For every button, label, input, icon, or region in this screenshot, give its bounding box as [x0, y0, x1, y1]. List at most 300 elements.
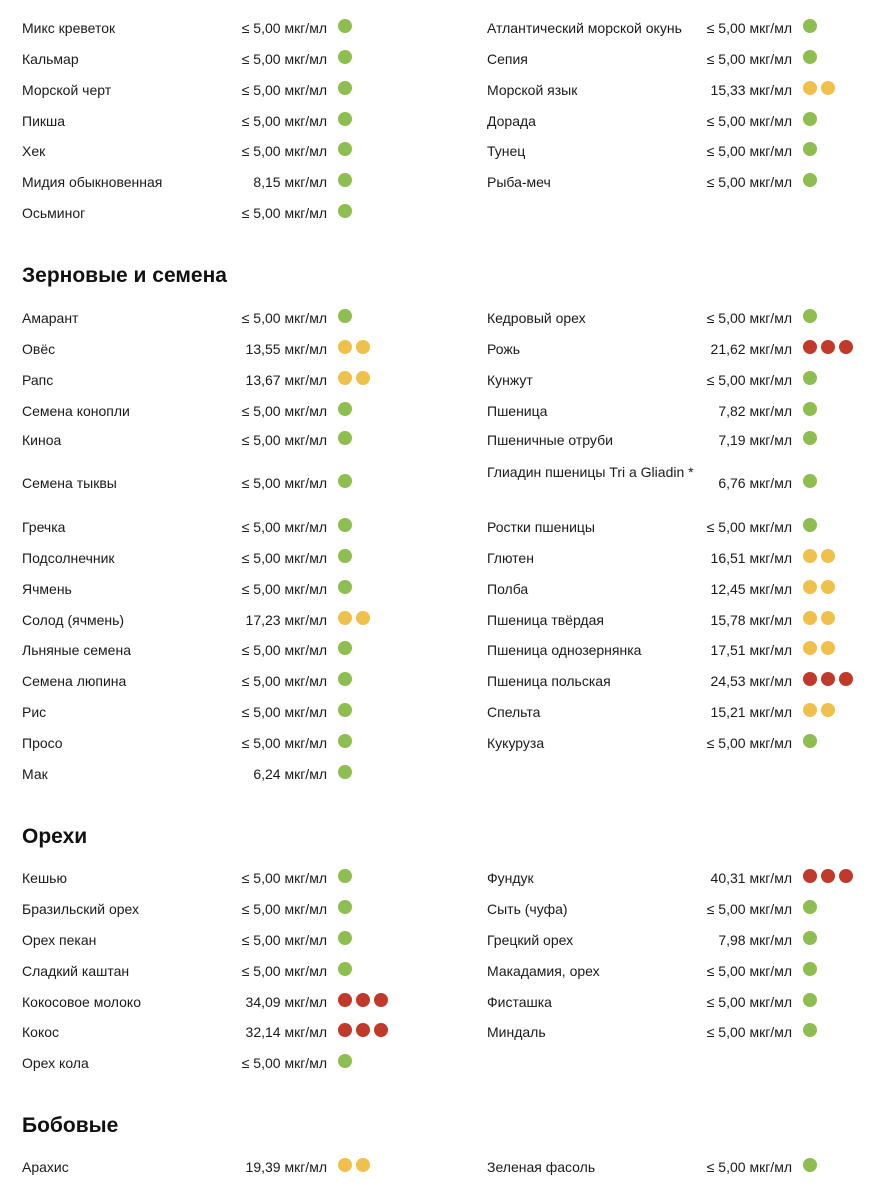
result-row — [22, 610, 422, 640]
yellow-dot-icon — [338, 1158, 352, 1172]
section-title-nuts: Орехи — [22, 825, 88, 848]
level-indicator — [338, 173, 352, 187]
red-dot-icon — [839, 869, 853, 883]
result-row — [22, 18, 422, 48]
result-row — [487, 308, 869, 338]
allergen-value: 40,31 мкг/мл — [710, 870, 792, 886]
green-dot-icon — [338, 142, 352, 156]
result-row — [22, 992, 422, 1022]
result-row — [22, 370, 422, 400]
result-row — [487, 517, 869, 547]
result-row — [22, 930, 422, 960]
allergen-value: ≤ 5,00 мкг/мл — [241, 901, 327, 917]
level-indicator — [803, 431, 817, 445]
level-indicator — [338, 431, 352, 445]
result-row — [22, 961, 422, 991]
level-indicator — [338, 580, 352, 594]
allergen-value: ≤ 5,00 мкг/мл — [241, 519, 327, 535]
green-dot-icon — [338, 19, 352, 33]
result-row — [22, 401, 422, 431]
level-indicator — [803, 518, 817, 532]
allergen-value: ≤ 5,00 мкг/мл — [706, 143, 792, 159]
red-dot-icon — [821, 340, 835, 354]
allergen-value: ≤ 5,00 мкг/мл — [241, 932, 327, 948]
green-dot-icon — [338, 580, 352, 594]
allergen-name: Полба — [487, 581, 529, 597]
green-dot-icon — [803, 431, 817, 445]
allergen-name: Рапс — [22, 372, 54, 388]
green-dot-icon — [803, 371, 817, 385]
allergen-value: ≤ 5,00 мкг/мл — [241, 475, 327, 491]
allergen-value: ≤ 5,00 мкг/мл — [241, 550, 327, 566]
green-dot-icon — [338, 402, 352, 416]
result-row — [487, 1022, 869, 1052]
allergen-value: 32,14 мкг/мл — [245, 1024, 327, 1040]
allergen-name: Киноа — [22, 432, 62, 448]
red-dot-icon — [338, 993, 352, 1007]
result-row — [487, 548, 869, 578]
allergen-value: ≤ 5,00 мкг/мл — [706, 994, 792, 1010]
allergen-name: Пшеница польская — [487, 673, 611, 689]
yellow-dot-icon — [803, 549, 817, 563]
yellow-dot-icon — [356, 340, 370, 354]
result-row — [487, 610, 869, 640]
yellow-dot-icon — [821, 611, 835, 625]
result-row — [22, 141, 422, 171]
allergen-value: ≤ 5,00 мкг/мл — [241, 82, 327, 98]
level-indicator — [338, 900, 352, 914]
result-row — [22, 640, 422, 670]
allergen-name: Солод (ячмень) — [22, 612, 125, 628]
yellow-dot-icon — [356, 1158, 370, 1172]
allergen-value: ≤ 5,00 мкг/мл — [241, 20, 327, 36]
level-indicator — [338, 703, 352, 717]
result-row — [487, 430, 869, 460]
red-dot-icon — [338, 1023, 352, 1037]
allergen-value: ≤ 5,00 мкг/мл — [241, 673, 327, 689]
result-row — [487, 702, 869, 732]
allergen-name: Кешью — [22, 870, 67, 886]
allergen-value: 6,24 мкг/мл — [253, 766, 327, 782]
yellow-dot-icon — [803, 641, 817, 655]
yellow-dot-icon — [803, 703, 817, 717]
green-dot-icon — [803, 962, 817, 976]
level-indicator — [338, 19, 352, 33]
level-indicator — [803, 173, 817, 187]
level-indicator — [803, 309, 817, 323]
allergen-value: 16,51 мкг/мл — [710, 550, 792, 566]
yellow-dot-icon — [356, 611, 370, 625]
result-row — [22, 868, 422, 898]
allergen-value: ≤ 5,00 мкг/мл — [241, 963, 327, 979]
level-indicator — [338, 204, 352, 218]
allergen-value: ≤ 5,00 мкг/мл — [241, 1055, 327, 1071]
allergen-name: Зеленая фасоль — [487, 1159, 596, 1175]
allergen-value: 7,98 мкг/мл — [718, 932, 792, 948]
result-row — [22, 49, 422, 79]
allergen-name: Орех кола — [22, 1055, 89, 1071]
level-indicator — [338, 50, 352, 64]
result-row — [487, 899, 869, 929]
allergen-name: Пикша — [22, 113, 66, 129]
allergen-value: 6,76 мкг/мл — [718, 475, 792, 491]
green-dot-icon — [803, 900, 817, 914]
green-dot-icon — [338, 81, 352, 95]
level-indicator — [338, 611, 370, 625]
allergen-value: ≤ 5,00 мкг/мл — [241, 704, 327, 720]
allergen-name: Семена люпина — [22, 673, 127, 689]
allergen-value: ≤ 5,00 мкг/мл — [241, 205, 327, 221]
allergen-value: 19,39 мкг/мл — [245, 1159, 327, 1175]
allergen-value: ≤ 5,00 мкг/мл — [241, 310, 327, 326]
green-dot-icon — [338, 1054, 352, 1068]
level-indicator — [803, 962, 817, 976]
allergen-name: Кукуруза — [487, 735, 545, 751]
section-title-legumes: Бобовые — [22, 1114, 119, 1137]
red-dot-icon — [803, 869, 817, 883]
result-row — [487, 172, 869, 202]
level-indicator — [338, 765, 352, 779]
result-row — [22, 308, 422, 338]
allergen-value: ≤ 5,00 мкг/мл — [241, 581, 327, 597]
allergen-name: Кунжут — [487, 372, 533, 388]
green-dot-icon — [338, 549, 352, 563]
green-dot-icon — [803, 19, 817, 33]
result-row — [487, 141, 869, 171]
green-dot-icon — [803, 142, 817, 156]
allergen-value: ≤ 5,00 мкг/мл — [241, 870, 327, 886]
allergen-value: ≤ 5,00 мкг/мл — [706, 372, 792, 388]
level-indicator — [338, 993, 388, 1007]
result-row — [487, 111, 869, 141]
green-dot-icon — [338, 931, 352, 945]
yellow-dot-icon — [821, 549, 835, 563]
level-indicator — [803, 869, 853, 883]
result-row — [22, 80, 422, 110]
allergen-value: 24,53 мкг/мл — [710, 673, 792, 689]
allergen-value: ≤ 5,00 мкг/мл — [706, 901, 792, 917]
level-indicator — [338, 371, 370, 385]
result-row — [22, 473, 422, 503]
green-dot-icon — [803, 50, 817, 64]
level-indicator — [803, 1158, 817, 1172]
red-dot-icon — [821, 672, 835, 686]
result-row — [22, 517, 422, 547]
allergen-name: Дорада — [487, 113, 536, 129]
level-indicator — [338, 1158, 370, 1172]
green-dot-icon — [338, 173, 352, 187]
result-row — [22, 548, 422, 578]
red-dot-icon — [803, 340, 817, 354]
level-indicator — [338, 962, 352, 976]
result-row — [487, 370, 869, 400]
level-indicator — [338, 474, 352, 488]
level-indicator — [338, 402, 352, 416]
level-indicator — [803, 993, 817, 1007]
red-dot-icon — [839, 672, 853, 686]
level-indicator — [803, 402, 817, 416]
red-dot-icon — [356, 1023, 370, 1037]
result-row — [487, 401, 869, 431]
allergen-name: Осьминог — [22, 205, 86, 221]
green-dot-icon — [338, 703, 352, 717]
allergen-value: ≤ 5,00 мкг/мл — [706, 519, 792, 535]
green-dot-icon — [803, 474, 817, 488]
allergen-name: Пшеничные отруби — [487, 432, 613, 448]
allergen-name: Кокос — [22, 1024, 60, 1040]
allergen-name: Морской язык — [487, 82, 578, 98]
allergen-value: ≤ 5,00 мкг/мл — [706, 1159, 792, 1175]
level-indicator — [803, 549, 835, 563]
yellow-dot-icon — [338, 371, 352, 385]
allergen-name: Рис — [22, 704, 47, 720]
allergen-name: Подсолнечник — [22, 550, 115, 566]
allergen-name: Сыть (чуфа) — [487, 901, 568, 917]
result-row — [487, 961, 869, 991]
level-indicator — [338, 869, 352, 883]
yellow-dot-icon — [338, 611, 352, 625]
allergen-value: ≤ 5,00 мкг/мл — [706, 735, 792, 751]
allergen-name: Кальмар — [22, 51, 79, 67]
green-dot-icon — [338, 734, 352, 748]
level-indicator — [803, 142, 817, 156]
allergen-value: ≤ 5,00 мкг/мл — [241, 403, 327, 419]
result-row — [487, 992, 869, 1022]
allergen-name: Рожь — [487, 341, 521, 357]
result-row — [22, 339, 422, 369]
allergen-name: Овёс — [22, 341, 56, 357]
allergen-value: 15,21 мкг/мл — [710, 704, 792, 720]
allergen-name: Орех пекан — [22, 932, 97, 948]
level-indicator — [338, 1054, 352, 1068]
result-row — [22, 764, 422, 794]
allergen-name: Амарант — [22, 310, 79, 326]
green-dot-icon — [803, 518, 817, 532]
yellow-dot-icon — [821, 703, 835, 717]
green-dot-icon — [803, 734, 817, 748]
allergen-value: 15,78 мкг/мл — [710, 612, 792, 628]
allergen-name: Макадамия, орех — [487, 963, 600, 979]
allergen-name: Ростки пшеницы — [487, 519, 595, 535]
allergen-name: Миндаль — [487, 1024, 546, 1040]
yellow-dot-icon — [803, 580, 817, 594]
level-indicator — [803, 734, 817, 748]
red-dot-icon — [839, 340, 853, 354]
allergen-name: Кокосовое молоко — [22, 994, 141, 1010]
yellow-dot-icon — [821, 580, 835, 594]
green-dot-icon — [803, 112, 817, 126]
level-indicator — [803, 672, 853, 686]
yellow-dot-icon — [356, 371, 370, 385]
allergen-value: ≤ 5,00 мкг/мл — [706, 1024, 792, 1040]
green-dot-icon — [803, 931, 817, 945]
result-row — [487, 1157, 869, 1187]
allergen-name: Кедровый орех — [487, 310, 586, 326]
result-row — [22, 579, 422, 609]
allergen-name: Просо — [22, 735, 63, 751]
green-dot-icon — [338, 900, 352, 914]
allergen-name: Глиадин пшеницы Tri a Gliadin * — [487, 464, 694, 480]
level-indicator — [338, 641, 352, 655]
result-row — [22, 203, 422, 233]
green-dot-icon — [338, 431, 352, 445]
level-indicator — [803, 340, 853, 354]
level-indicator — [803, 900, 817, 914]
allergen-value: 7,82 мкг/мл — [718, 403, 792, 419]
allergen-name: Бразильский орех — [22, 901, 140, 917]
red-dot-icon — [374, 993, 388, 1007]
allergen-value: 34,09 мкг/мл — [245, 994, 327, 1010]
green-dot-icon — [338, 112, 352, 126]
green-dot-icon — [338, 474, 352, 488]
level-indicator — [803, 19, 817, 33]
allergen-value: ≤ 5,00 мкг/мл — [706, 51, 792, 67]
result-row — [22, 671, 422, 701]
level-indicator — [803, 931, 817, 945]
level-indicator — [338, 518, 352, 532]
green-dot-icon — [803, 309, 817, 323]
result-row — [487, 640, 869, 670]
allergen-value: 15,33 мкг/мл — [710, 82, 792, 98]
level-indicator — [803, 580, 835, 594]
allergen-name: Рыба-меч — [487, 174, 551, 190]
green-dot-icon — [338, 50, 352, 64]
allergen-value: ≤ 5,00 мкг/мл — [706, 113, 792, 129]
allergen-name: Микс креветок — [22, 20, 116, 36]
green-dot-icon — [338, 518, 352, 532]
allergen-value: ≤ 5,00 мкг/мл — [706, 963, 792, 979]
allergen-value: ≤ 5,00 мкг/мл — [241, 113, 327, 129]
allergen-value: 13,55 мкг/мл — [245, 341, 327, 357]
result-row — [487, 930, 869, 960]
allergen-name: Мидия обыкновенная — [22, 174, 163, 190]
section-title-grains: Зерновые и семена — [22, 264, 227, 287]
allergen-name: Семена конопли — [22, 403, 130, 419]
level-indicator — [338, 1023, 388, 1037]
level-indicator — [803, 611, 835, 625]
level-indicator — [338, 81, 352, 95]
result-row — [22, 899, 422, 929]
allergen-value: ≤ 5,00 мкг/мл — [706, 20, 792, 36]
yellow-dot-icon — [338, 340, 352, 354]
level-indicator — [803, 50, 817, 64]
level-indicator — [338, 112, 352, 126]
result-row — [22, 430, 422, 460]
result-row — [487, 579, 869, 609]
result-row — [487, 462, 869, 492]
result-row — [22, 1157, 422, 1187]
result-row — [487, 339, 869, 369]
result-row — [487, 80, 869, 110]
green-dot-icon — [338, 962, 352, 976]
green-dot-icon — [803, 173, 817, 187]
result-row — [22, 702, 422, 732]
allergen-value: ≤ 5,00 мкг/мл — [706, 174, 792, 190]
allergen-value: 13,67 мкг/мл — [245, 372, 327, 388]
result-row — [487, 49, 869, 79]
allergen-name: Хек — [22, 143, 46, 159]
level-indicator — [338, 340, 370, 354]
allergen-value: ≤ 5,00 мкг/мл — [706, 310, 792, 326]
allergen-name: Льняные семена — [22, 642, 131, 658]
level-indicator — [338, 309, 352, 323]
allergen-value: ≤ 5,00 мкг/мл — [241, 642, 327, 658]
allergen-name: Мак — [22, 766, 48, 782]
red-dot-icon — [374, 1023, 388, 1037]
allergen-name: Пшеница однозернянка — [487, 642, 642, 658]
allergen-name: Пшеница твёрдая — [487, 612, 604, 628]
level-indicator — [803, 1023, 817, 1037]
allergen-value: ≤ 5,00 мкг/мл — [241, 51, 327, 67]
allergen-name: Фисташка — [487, 994, 552, 1010]
result-row — [487, 868, 869, 898]
level-indicator — [338, 931, 352, 945]
allergen-name: Пшеница — [487, 403, 548, 419]
green-dot-icon — [803, 1158, 817, 1172]
green-dot-icon — [338, 765, 352, 779]
yellow-dot-icon — [821, 641, 835, 655]
result-row — [22, 733, 422, 763]
green-dot-icon — [803, 1023, 817, 1037]
green-dot-icon — [338, 204, 352, 218]
result-row — [22, 1053, 422, 1083]
red-dot-icon — [356, 993, 370, 1007]
allergen-value: 7,19 мкг/мл — [718, 432, 792, 448]
allergen-value: 21,62 мкг/мл — [710, 341, 792, 357]
allergen-name: Фундук — [487, 870, 534, 886]
level-indicator — [338, 549, 352, 563]
allergen-name: Ячмень — [22, 581, 72, 597]
level-indicator — [803, 81, 835, 95]
result-row — [487, 18, 869, 48]
allergen-name: Арахис — [22, 1159, 69, 1175]
green-dot-icon — [803, 993, 817, 1007]
red-dot-icon — [803, 672, 817, 686]
yellow-dot-icon — [803, 81, 817, 95]
allergen-value: ≤ 5,00 мкг/мл — [241, 432, 327, 448]
allergen-value: ≤ 5,00 мкг/мл — [241, 143, 327, 159]
allergen-name: Семена тыквы — [22, 475, 117, 491]
allergen-name: Гречка — [22, 519, 66, 535]
allergen-value: 17,51 мкг/мл — [710, 642, 792, 658]
level-indicator — [803, 641, 835, 655]
level-indicator — [338, 142, 352, 156]
result-row — [22, 111, 422, 141]
allergen-value: 17,23 мкг/мл — [245, 612, 327, 628]
allergen-name: Сепия — [487, 51, 528, 67]
level-indicator — [803, 371, 817, 385]
allergen-name: Глютен — [487, 550, 534, 566]
green-dot-icon — [338, 869, 352, 883]
level-indicator — [803, 112, 817, 126]
green-dot-icon — [803, 402, 817, 416]
allergen-name: Грецкий орех — [487, 932, 574, 948]
result-row — [487, 671, 869, 701]
level-indicator — [803, 703, 835, 717]
allergen-value: ≤ 5,00 мкг/мл — [241, 735, 327, 751]
green-dot-icon — [338, 309, 352, 323]
level-indicator — [338, 672, 352, 686]
allergen-name: Спельта — [487, 704, 541, 720]
result-row — [22, 172, 422, 202]
allergen-name: Тунец — [487, 143, 526, 159]
green-dot-icon — [338, 672, 352, 686]
red-dot-icon — [821, 869, 835, 883]
yellow-dot-icon — [821, 81, 835, 95]
allergen-name: Атлантический морской окунь — [487, 20, 682, 36]
allergen-name: Сладкий каштан — [22, 963, 130, 979]
level-indicator — [338, 734, 352, 748]
